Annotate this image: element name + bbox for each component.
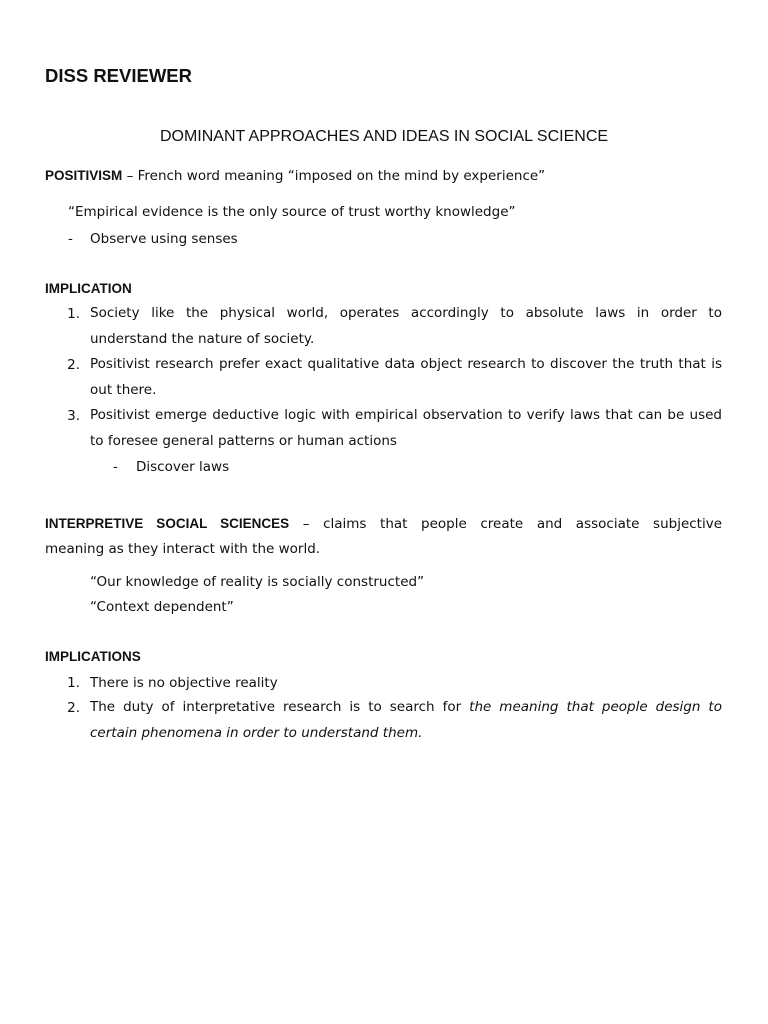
list-item-text: The duty of interpretative research is to search for — [90, 699, 462, 715]
positivism-bullet: Observe using senses — [90, 231, 238, 247]
list-item-emphasis: the meaning that people design to — [469, 699, 722, 715]
interpretive-quote: “Our knowledge of reality is socially constructed” — [90, 574, 425, 590]
list-item-line — [90, 695, 722, 720]
list-item-line: Positivist emerge deductive logic with empirical observation to verify laws that can be used — [90, 407, 722, 423]
list-item-emphasis: certain phenomena in order to understand them. — [90, 725, 423, 741]
list-item — [90, 352, 722, 377]
section-heading: DOMINANT APPROACHES AND IDEAS IN SOCIAL SCIENCE — [159, 128, 609, 145]
sub-bullet-marker: - — [113, 459, 118, 475]
sub-bullet: Discover laws — [136, 459, 230, 475]
list-item — [90, 695, 722, 720]
interpretive-line-1 — [45, 511, 722, 536]
list-item — [90, 403, 722, 428]
list-item-line: understand the nature of society. — [90, 331, 315, 347]
implication-heading: IMPLICATION — [45, 281, 132, 296]
positivism-term: POSITIVISM — [45, 168, 123, 183]
list-item-line: out there. — [90, 382, 157, 398]
list-number: 3. — [67, 408, 80, 424]
list-item-line: to foresee general patterns or human actions — [90, 433, 397, 449]
list-item: There is no objective reality — [90, 675, 278, 691]
interpretive-definition-continued: meaning as they interact with the world. — [45, 541, 321, 557]
interpretive-term: INTERPRETIVE SOCIAL SCIENCES — [45, 516, 290, 531]
list-item-line: Positivist research prefer exact qualitative data object research to discover the truth that is — [90, 356, 722, 372]
positivism-definition-line — [45, 168, 545, 184]
interpretive-definition: – claims that people create and associate subjective — [302, 516, 723, 532]
list-item — [90, 301, 722, 326]
list-number: 2. — [67, 700, 80, 716]
list-item-line — [90, 725, 422, 741]
list-item-line: Society like the physical world, operates accordingly to absolute laws in order to — [90, 305, 722, 321]
list-number: 1. — [67, 306, 80, 322]
positivism-quote: “Empirical evidence is the only source of trust worthy knowledge” — [68, 204, 516, 220]
bullet-marker: - — [68, 231, 73, 247]
list-number: 2. — [67, 357, 80, 373]
implications-heading: IMPLICATIONS — [45, 649, 141, 664]
interpretive-definition-line — [45, 511, 722, 536]
document-title: DISS REVIEWER — [45, 65, 192, 86]
positivism-definition: – French word meaning “imposed on the mind by experience” — [126, 168, 546, 184]
list-number: 1. — [67, 675, 80, 691]
interpretive-quote: “Context dependent” — [90, 599, 234, 615]
